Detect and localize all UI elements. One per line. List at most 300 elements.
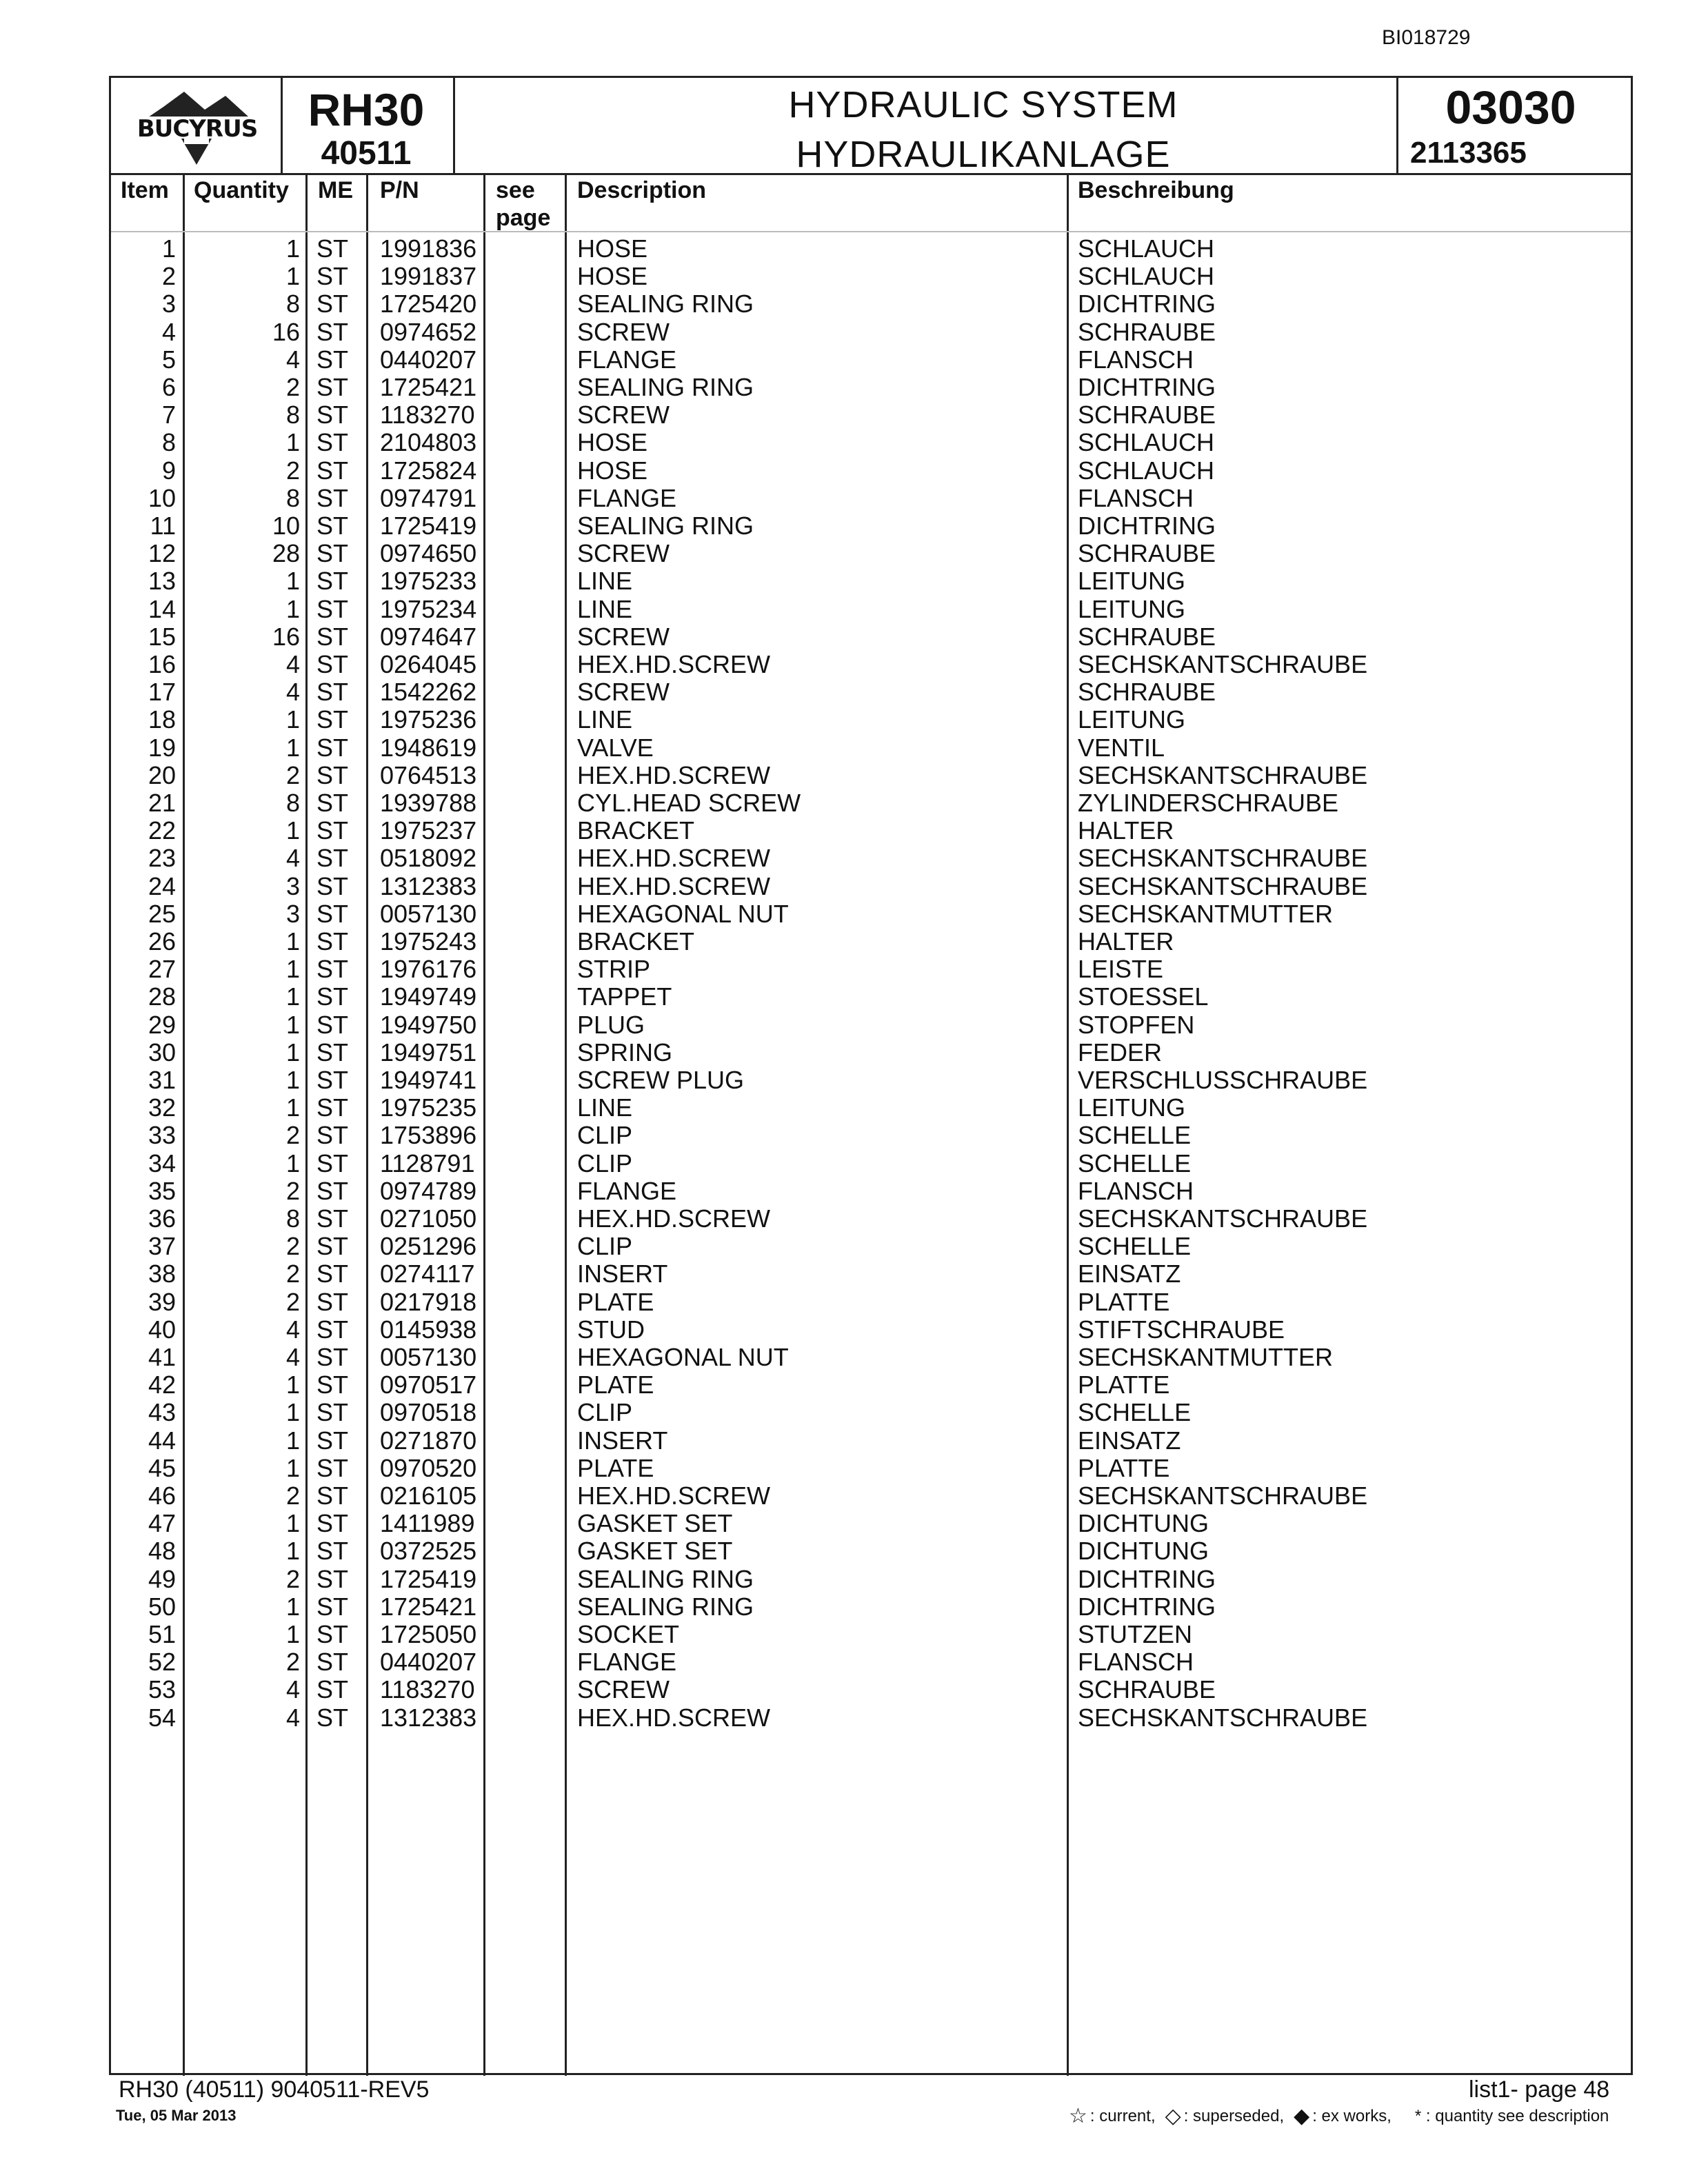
- star-outline-icon: ☆: [1069, 2105, 1087, 2127]
- cell-beschreibung: SECHSKANTSCHRAUBE: [1078, 871, 1368, 900]
- cell-beschreibung: DICHTRING: [1078, 512, 1216, 540]
- cell-me: ST: [316, 899, 349, 928]
- cell-pn: 0264045: [380, 650, 477, 678]
- cell-beschreibung: PLATTE: [1078, 1453, 1170, 1482]
- cell-me: ST: [316, 871, 349, 900]
- cell-me: ST: [316, 1260, 349, 1288]
- cell-pn: 1411989: [380, 1509, 475, 1538]
- cell-item: 32: [148, 1093, 176, 1122]
- table-row: [111, 235, 1628, 263]
- cell-item: 52: [148, 1648, 176, 1677]
- cell-item: 41: [148, 1343, 176, 1371]
- model-number: 40511: [321, 135, 412, 172]
- cell-description: INSERT: [577, 1260, 668, 1288]
- cell-quantity: 1: [285, 955, 300, 984]
- cell-beschreibung: EINSATZ: [1078, 1426, 1181, 1455]
- cell-description: SCREW PLUG: [577, 1066, 745, 1094]
- table-row: [111, 512, 1628, 540]
- cell-pn: 1725421: [380, 1592, 477, 1621]
- cell-quantity: 2: [285, 1260, 300, 1288]
- legend-quantity: * : quantity see description: [1414, 2106, 1609, 2125]
- group-number: 03030: [1445, 81, 1576, 134]
- cell-description: INSERT: [577, 1426, 668, 1455]
- cell-beschreibung: SCHRAUBE: [1078, 678, 1216, 707]
- document-id: BI018729: [1382, 26, 1471, 49]
- legend-superseded: : superseded,: [1183, 2106, 1285, 2125]
- cell-description: SCREW: [577, 401, 670, 429]
- cell-quantity: 8: [285, 401, 300, 429]
- cell-beschreibung: LEITUNG: [1078, 567, 1186, 596]
- cell-quantity: 2: [285, 760, 300, 789]
- table-row: [111, 1094, 1628, 1122]
- cell-item: 43: [148, 1398, 176, 1427]
- legend-current: : current,: [1089, 2106, 1156, 2125]
- table-row: [111, 1316, 1628, 1344]
- table-row: [111, 401, 1628, 429]
- table-row: [111, 318, 1628, 346]
- cell-me: ST: [316, 982, 349, 1011]
- cell-beschreibung: SCHELLE: [1078, 1398, 1192, 1427]
- cell-quantity: 2: [285, 1287, 300, 1316]
- cell-quantity: 4: [285, 844, 300, 873]
- cell-me: ST: [316, 428, 349, 457]
- cell-description: LINE: [577, 1093, 633, 1122]
- table-row: [111, 1510, 1628, 1537]
- cell-description: SCREW: [577, 678, 670, 707]
- cell-description: FLANGE: [577, 483, 677, 512]
- cell-pn: 1975236: [380, 705, 477, 734]
- table-row: [111, 290, 1628, 318]
- cell-quantity: 1: [285, 982, 300, 1011]
- cell-item: 27: [148, 955, 176, 984]
- cell-quantity: 2: [285, 1232, 300, 1261]
- table-row: [111, 900, 1628, 928]
- cell-quantity: 2: [285, 1121, 300, 1150]
- cell-beschreibung: SCHRAUBE: [1078, 401, 1216, 429]
- cell-beschreibung: HALTER: [1078, 816, 1174, 845]
- cell-pn: 0057130: [380, 899, 477, 928]
- cell-description: HEXAGONAL NUT: [577, 899, 789, 928]
- cell-me: ST: [316, 760, 349, 789]
- cell-quantity: 1: [285, 1426, 300, 1455]
- cell-quantity: 1: [285, 1592, 300, 1621]
- cell-pn: 1975235: [380, 1093, 477, 1122]
- cell-pn: 0251296: [380, 1232, 477, 1261]
- cell-pn: 1725420: [380, 290, 477, 318]
- col-header-description: Description: [577, 177, 707, 203]
- cell-quantity: 4: [285, 1703, 300, 1732]
- cell-quantity: 2: [285, 456, 300, 485]
- table-row: [111, 1399, 1628, 1426]
- table-row: [111, 1593, 1628, 1621]
- cell-quantity: 1: [285, 428, 300, 457]
- cell-me: ST: [316, 1287, 349, 1316]
- cell-me: ST: [316, 1564, 349, 1593]
- cell-pn: 1542262: [380, 678, 477, 707]
- cell-me: ST: [316, 1066, 349, 1094]
- cell-description: CLIP: [577, 1398, 633, 1427]
- cell-description: SEALING RING: [577, 1564, 754, 1593]
- cell-quantity: 1: [285, 816, 300, 845]
- cell-pn: 0372525: [380, 1537, 477, 1566]
- cell-beschreibung: STIFTSCHRAUBE: [1078, 1315, 1285, 1344]
- cell-beschreibung: FLANSCH: [1078, 483, 1194, 512]
- cell-quantity: 1: [285, 1038, 300, 1066]
- cell-pn: 1725419: [380, 1564, 477, 1593]
- table-row: [111, 1011, 1628, 1039]
- cell-me: ST: [316, 1038, 349, 1066]
- cell-beschreibung: SCHLAUCH: [1078, 262, 1215, 291]
- cell-me: ST: [316, 1509, 349, 1538]
- cell-description: BRACKET: [577, 816, 695, 845]
- model-name: RH30: [308, 84, 425, 135]
- table-row: [111, 1039, 1628, 1066]
- table-row: [111, 374, 1628, 401]
- cell-me: ST: [316, 262, 349, 291]
- cell-me: ST: [316, 512, 349, 540]
- cell-description: PLATE: [577, 1453, 654, 1482]
- cell-me: ST: [316, 1675, 349, 1704]
- cell-beschreibung: LEITUNG: [1078, 594, 1186, 623]
- cell-beschreibung: LEITUNG: [1078, 1093, 1186, 1122]
- cell-me: ST: [316, 456, 349, 485]
- cell-pn: 1753896: [380, 1121, 477, 1150]
- cell-pn: 0518092: [380, 844, 477, 873]
- bucyrus-logo: [115, 82, 278, 170]
- cell-quantity: 2: [285, 373, 300, 401]
- cell-pn: 1948619: [380, 733, 477, 762]
- cell-item: 30: [148, 1038, 176, 1066]
- cell-me: ST: [316, 539, 349, 568]
- col-header-page: page: [496, 205, 551, 231]
- cell-me: ST: [316, 483, 349, 512]
- cell-me: ST: [316, 1648, 349, 1677]
- cell-description: GASKET SET: [577, 1509, 733, 1538]
- cell-quantity: 4: [285, 678, 300, 707]
- cell-description: STRIP: [577, 955, 651, 984]
- footer-page: list1- page 48: [1469, 2076, 1610, 2103]
- cell-me: ST: [316, 1620, 349, 1648]
- cell-item: 10: [148, 483, 176, 512]
- cell-description: CLIP: [577, 1121, 633, 1150]
- cell-description: SOCKET: [577, 1620, 680, 1648]
- cell-pn: 0974791: [380, 483, 477, 512]
- cell-beschreibung: SCHRAUBE: [1078, 622, 1216, 651]
- cell-item: 26: [148, 927, 176, 956]
- cell-description: GASKET SET: [577, 1537, 733, 1566]
- cell-item: 54: [148, 1703, 176, 1732]
- cell-quantity: 4: [285, 650, 300, 678]
- table-row: [111, 678, 1628, 706]
- cell-me: ST: [316, 317, 349, 346]
- divider: [111, 173, 1631, 175]
- cell-item: 13: [148, 567, 176, 596]
- cell-pn: 0974647: [380, 622, 477, 651]
- cell-item: 34: [148, 1149, 176, 1177]
- cell-description: CLIP: [577, 1149, 633, 1177]
- cell-description: PLATE: [577, 1287, 654, 1316]
- cell-item: 47: [148, 1509, 176, 1538]
- cell-description: FLANGE: [577, 1176, 677, 1205]
- cell-item: 19: [148, 733, 176, 762]
- cell-pn: 1949741: [380, 1066, 477, 1094]
- table-row: [111, 1427, 1628, 1455]
- cell-beschreibung: VENTIL: [1078, 733, 1165, 762]
- cell-item: 39: [148, 1287, 176, 1316]
- cell-item: 53: [148, 1675, 176, 1704]
- cell-beschreibung: FEDER: [1078, 1038, 1163, 1066]
- cell-quantity: 1: [285, 1066, 300, 1094]
- cell-quantity: 3: [285, 871, 300, 900]
- cell-me: ST: [316, 1398, 349, 1427]
- cell-quantity: 8: [285, 290, 300, 318]
- cell-me: ST: [316, 1121, 349, 1150]
- cell-beschreibung: HALTER: [1078, 927, 1174, 956]
- cell-me: ST: [316, 234, 349, 263]
- cell-quantity: 1: [285, 1453, 300, 1482]
- table-row: [111, 1704, 1628, 1732]
- cell-pn: 1725419: [380, 512, 477, 540]
- cell-pn: 0217918: [380, 1287, 477, 1316]
- logo-wordmark: BUCYRUS: [137, 115, 258, 143]
- table-row: [111, 1455, 1628, 1482]
- cell-pn: 0216105: [380, 1482, 477, 1510]
- cell-description: FLANGE: [577, 1648, 677, 1677]
- cell-quantity: 1: [285, 1010, 300, 1039]
- cell-item: 51: [148, 1620, 176, 1648]
- table-row: [111, 845, 1628, 872]
- cell-description: FLANGE: [577, 345, 677, 374]
- cell-item: 11: [150, 512, 176, 540]
- legend-ex-works: : ex works,: [1312, 2106, 1391, 2125]
- cell-item: 42: [148, 1371, 176, 1399]
- cell-me: ST: [316, 345, 349, 374]
- cell-description: HOSE: [577, 234, 648, 263]
- cell-pn: 0440207: [380, 1648, 477, 1677]
- cell-quantity: 3: [285, 899, 300, 928]
- cell-me: ST: [316, 622, 349, 651]
- cell-me: ST: [316, 1010, 349, 1039]
- cell-description: CLIP: [577, 1232, 633, 1261]
- cell-pn: 0271050: [380, 1204, 477, 1233]
- table-row: [111, 1537, 1628, 1565]
- cell-pn: 1949749: [380, 982, 477, 1011]
- table-row: [111, 762, 1628, 789]
- cell-description: SEALING RING: [577, 290, 754, 318]
- cell-item: 49: [148, 1564, 176, 1593]
- cell-pn: 1183270: [380, 401, 475, 429]
- cell-me: ST: [316, 1204, 349, 1233]
- cell-quantity: 4: [285, 1675, 300, 1704]
- cell-item: 38: [148, 1260, 176, 1288]
- cell-quantity: 8: [285, 1204, 300, 1233]
- table-row: [111, 1566, 1628, 1593]
- col-header-me: ME: [318, 177, 353, 203]
- table-row: [111, 1066, 1628, 1094]
- cell-pn: 2104803: [380, 428, 477, 457]
- cell-beschreibung: FLANSCH: [1078, 1648, 1194, 1677]
- cell-description: HEX.HD.SCREW: [577, 1703, 771, 1732]
- col-header-item: Item: [121, 177, 169, 203]
- cell-quantity: 1: [285, 1149, 300, 1177]
- cell-beschreibung: SECHSKANTSCHRAUBE: [1078, 844, 1368, 873]
- cell-quantity: 1: [285, 733, 300, 762]
- cell-description: SEALING RING: [577, 1592, 754, 1621]
- table-row: [111, 1648, 1628, 1676]
- cell-beschreibung: FLANSCH: [1078, 1176, 1194, 1205]
- cell-item: 50: [148, 1592, 176, 1621]
- cell-pn: 1312383: [380, 1703, 477, 1732]
- table-row: [111, 1482, 1628, 1510]
- cell-quantity: 2: [285, 1648, 300, 1677]
- cell-beschreibung: SCHELLE: [1078, 1121, 1192, 1150]
- cell-quantity: 4: [285, 1343, 300, 1371]
- cell-item: 28: [148, 982, 176, 1011]
- cell-item: 22: [148, 816, 176, 845]
- cell-description: HOSE: [577, 456, 648, 485]
- col-header-see: see: [496, 177, 535, 203]
- cell-beschreibung: DICHTUNG: [1078, 1509, 1209, 1538]
- cell-beschreibung: SECHSKANTSCHRAUBE: [1078, 650, 1368, 678]
- cell-quantity: 1: [285, 1371, 300, 1399]
- cell-me: ST: [316, 1453, 349, 1482]
- cell-pn: 0974650: [380, 539, 477, 568]
- cell-quantity: 16: [272, 317, 300, 346]
- cell-quantity: 10: [272, 512, 300, 540]
- cell-me: ST: [316, 678, 349, 707]
- cell-pn: 0974652: [380, 317, 477, 346]
- table-row: [111, 928, 1628, 956]
- title-german: HYDRAULIKANLAGE: [796, 134, 1171, 175]
- table-row: [111, 346, 1628, 374]
- cell-description: SPRING: [577, 1038, 673, 1066]
- cell-beschreibung: SECHSKANTSCHRAUBE: [1078, 760, 1368, 789]
- cell-description: HEXAGONAL NUT: [577, 1343, 789, 1371]
- cell-item: 25: [148, 899, 176, 928]
- cell-item: 8: [161, 428, 176, 457]
- cell-pn: 1975237: [380, 816, 477, 845]
- cell-pn: 0057130: [380, 1343, 477, 1371]
- cell-pn: 1976176: [380, 955, 477, 984]
- cell-item: 7: [161, 401, 176, 429]
- cell-item: 3: [161, 290, 176, 318]
- cell-beschreibung: STOESSEL: [1078, 982, 1209, 1011]
- cell-me: ST: [316, 290, 349, 318]
- table-row: [111, 1150, 1628, 1177]
- cell-beschreibung: SCHRAUBE: [1078, 317, 1216, 346]
- cell-pn: 0764513: [380, 760, 477, 789]
- cell-description: HEX.HD.SCREW: [577, 1482, 771, 1510]
- cell-item: 40: [148, 1315, 176, 1344]
- cell-quantity: 16: [272, 622, 300, 651]
- cell-me: ST: [316, 594, 349, 623]
- cell-pn: 1312383: [380, 871, 477, 900]
- cell-description: SEALING RING: [577, 512, 754, 540]
- cell-description: SEALING RING: [577, 373, 754, 401]
- table-row: [111, 956, 1628, 983]
- table-row: [111, 651, 1628, 678]
- cell-pn: 0970520: [380, 1453, 477, 1482]
- cell-me: ST: [316, 1176, 349, 1205]
- cell-pn: 1975233: [380, 567, 477, 596]
- cell-me: ST: [316, 401, 349, 429]
- divider: [111, 231, 1631, 232]
- cell-item: 44: [148, 1426, 176, 1455]
- cell-beschreibung: DICHTRING: [1078, 373, 1216, 401]
- cell-me: ST: [316, 1149, 349, 1177]
- cell-quantity: 1: [285, 1537, 300, 1566]
- cell-me: ST: [316, 650, 349, 678]
- cell-quantity: 2: [285, 1176, 300, 1205]
- cell-description: PLATE: [577, 1371, 654, 1399]
- cell-beschreibung: EINSATZ: [1078, 1260, 1181, 1288]
- cell-item: 2: [161, 262, 176, 291]
- table-row: [111, 1288, 1628, 1316]
- parts-list-frame: [109, 76, 1633, 2075]
- cell-quantity: 2: [285, 1482, 300, 1510]
- cell-pn: 1975243: [380, 927, 477, 956]
- cell-beschreibung: ZYLINDERSCHRAUBE: [1078, 789, 1339, 817]
- cell-quantity: 1: [285, 234, 300, 263]
- cell-item: 6: [161, 373, 176, 401]
- table-row: [111, 1260, 1628, 1288]
- cell-quantity: 8: [285, 483, 300, 512]
- table-row: [111, 817, 1628, 845]
- col-header-beschreibung: Beschreibung: [1078, 177, 1234, 203]
- cell-beschreibung: DICHTRING: [1078, 290, 1216, 318]
- table-row: [111, 789, 1628, 817]
- table-row: [111, 873, 1628, 900]
- cell-me: ST: [316, 1537, 349, 1566]
- cell-quantity: 1: [285, 1398, 300, 1427]
- cell-item: 35: [148, 1176, 176, 1205]
- table-row: [111, 983, 1628, 1011]
- cell-beschreibung: LEISTE: [1078, 955, 1164, 984]
- cell-item: 46: [148, 1482, 176, 1510]
- cell-item: 4: [161, 317, 176, 346]
- cell-beschreibung: SCHLAUCH: [1078, 428, 1215, 457]
- cell-me: ST: [316, 733, 349, 762]
- cell-item: 1: [161, 234, 176, 263]
- group-subnumber: 2113365: [1410, 136, 1527, 170]
- cell-beschreibung: SCHRAUBE: [1078, 1675, 1216, 1704]
- cell-pn: 1991836: [380, 234, 477, 263]
- cell-description: HEX.HD.SCREW: [577, 871, 771, 900]
- cell-beschreibung: SCHELLE: [1078, 1232, 1192, 1261]
- cell-beschreibung: STUTZEN: [1078, 1620, 1192, 1648]
- cell-beschreibung: FLANSCH: [1078, 345, 1194, 374]
- cell-description: CYL.HEAD SCREW: [577, 789, 801, 817]
- cell-beschreibung: SCHLAUCH: [1078, 456, 1215, 485]
- table-row: [111, 485, 1628, 512]
- cell-me: ST: [316, 1315, 349, 1344]
- cell-item: 29: [148, 1010, 176, 1039]
- cell-item: 37: [148, 1232, 176, 1261]
- cell-pn: 0970518: [380, 1398, 477, 1427]
- title-english: HYDRAULIC SYSTEM: [788, 84, 1178, 125]
- cell-quantity: 1: [285, 1620, 300, 1648]
- cell-me: ST: [316, 1343, 349, 1371]
- cell-pn: 1939788: [380, 789, 477, 817]
- table-row: [111, 623, 1628, 651]
- cell-beschreibung: SECHSKANTSCHRAUBE: [1078, 1482, 1368, 1510]
- diamond-outline-icon: ◇: [1165, 2105, 1181, 2127]
- table-row: [111, 429, 1628, 456]
- cell-pn: 1128791: [380, 1149, 475, 1177]
- cell-me: ST: [316, 567, 349, 596]
- cell-beschreibung: SCHELLE: [1078, 1149, 1192, 1177]
- divider: [1396, 78, 1398, 174]
